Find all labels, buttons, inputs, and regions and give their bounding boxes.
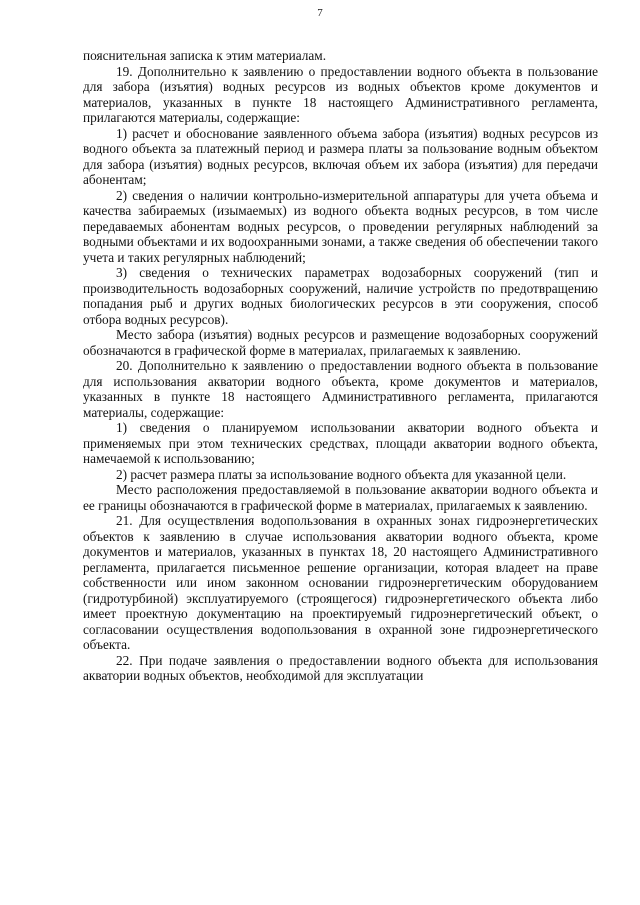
paragraph-continuation: пояснительная записка к этим материалам. [83,48,327,63]
paragraph-20: 20. Дополнительно к заявлению о предоставлении водного объекта в пользование для использования акватории водного объекта, кроме документов и материалов, указанных в пункте 18 настоящего Административного регламента, прилагаются материалы, содержащие: [83,358,598,420]
paragraph-19-item-3: 3) сведения о технических параметрах водозаборных сооружений (тип и производительность водозаборных сооружений, наличие устройств по предотвращению попадания рыб и других водных биологических ресурсов в эти сооружения, способ отбора водных ресурсов). [83,265,598,327]
page-number: 7 [317,7,323,19]
paragraph-20-item-1: 1) сведения о планируемом использовании акватории водного объекта и применяемых при этом технических средствах, площади акватории водного объекта, намечаемой к использованию; [83,420,598,466]
paragraph-19-location-note: Место забора (изъятия) водных ресурсов и размещение водозаборных сооружений обозначаются в графической форме в материалах, прилагаемых к заявлению. [83,327,598,358]
paragraph-19-item-1: 1) расчет и обоснование заявленного объема забора (изъятия) водных ресурсов из водного объекта за платежный период и размера платы за пользование водным объектом для забора (изъятия) водных ресурсов, включая объем их забора (изъятия) для передачи абонентам; [83,125,598,187]
document-body [83,48,598,684]
paragraph-21: 21. Для осуществления водопользования в охранных зонах гидроэнергетических объектов к заявлению в случае использования акватории водного объекта, кроме документов и материалов, указанных в пунктах 18, 20 настоящего Административного регламента, прилагается письменное решение организации, которая владеет на праве собственности или ином законном основании гидроэнергетическим оборудованием (гидротурбиной) эксплуатируемого (строящегося) гидроэнергетического объекта либо имеет проектную документацию на проектируемый гидроэнергетический объект, о согласовании осуществления водопользования в охранной зоне гидроэнергетического объекта. [83,513,598,652]
paragraph-20-location-note: Место расположения предоставляемой в пользование акватории водного объекта и ее границы обозначаются в графической форме в материалах, прилагаемых к заявлению. [83,482,598,513]
paragraph-19: 19. Дополнительно к заявлению о предоставлении водного объекта в пользование для забора (изъятия) водных ресурсов из водных объектов кроме документов и материалов, указанных в пункте 18 настоящего Административного регламента, прилагаются материалы, содержащие: [83,63,598,125]
paragraph-22: 22. При подаче заявления о предоставлении водного объекта для использования акватории водных объектов, необходимой для эксплуатации [83,652,598,683]
paragraph-19-item-2: 2) сведения о наличии контрольно-измерительной аппаратуры для учета объема и качества забираемых (изымаемых) из водного объекта водных ресурсов, в том числе передаваемых абонентам водных ресурсов, о проведении регулярных наблюдений за водными объектами и их водоохранными зонами, а также сведения об обеспечении такого учета и таких регулярных наблюдений; [83,187,598,265]
paragraph-20-item-2: 2) расчет размера платы за использование водного объекта для указанной цели. [116,466,567,482]
